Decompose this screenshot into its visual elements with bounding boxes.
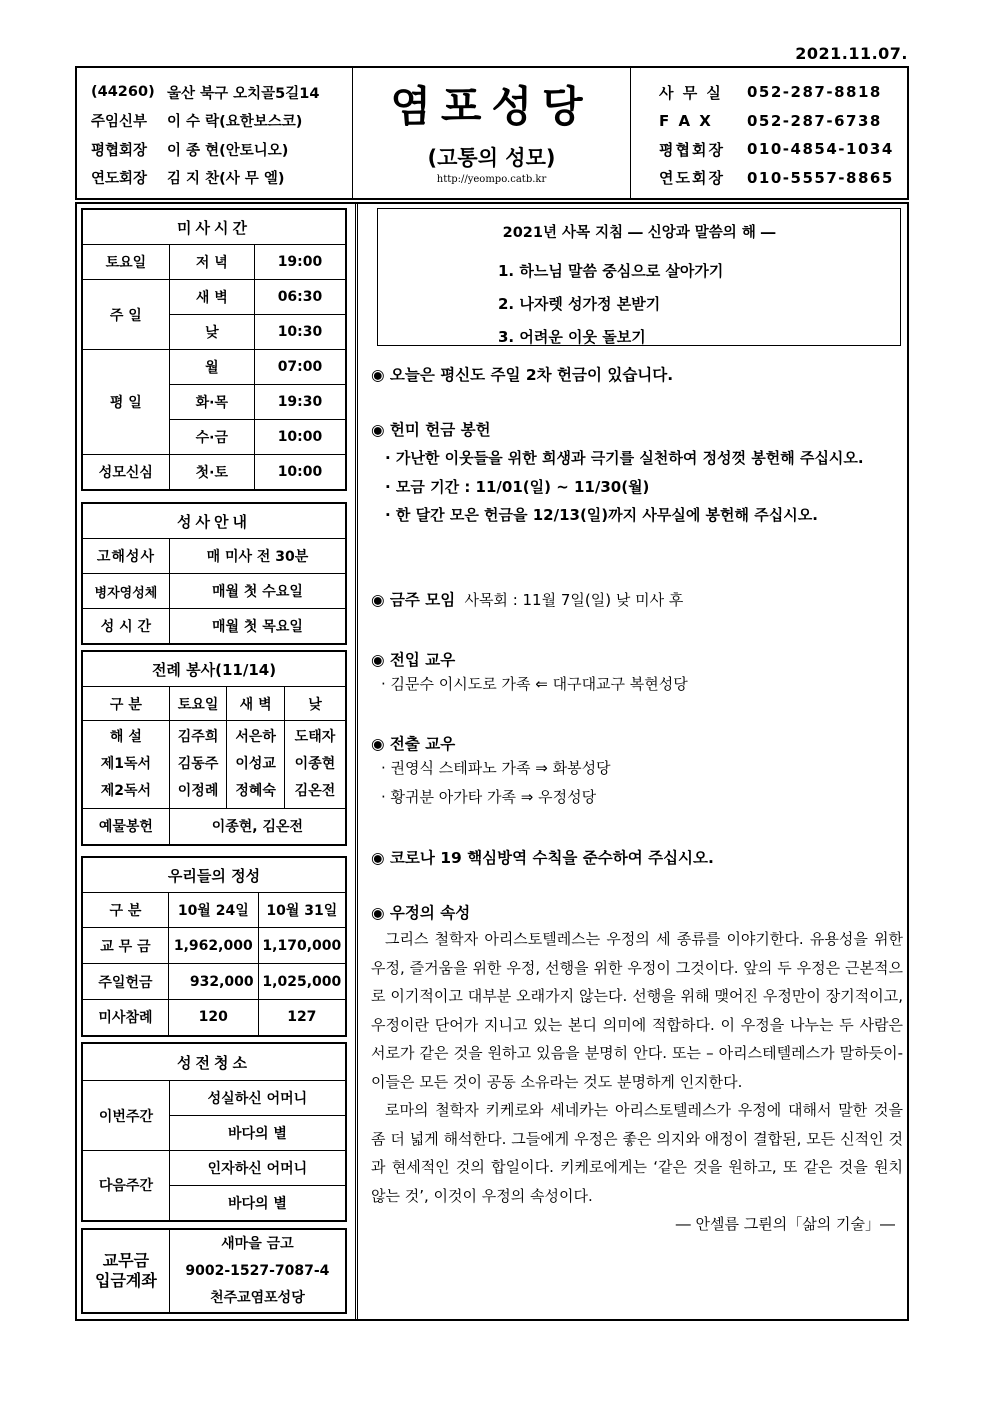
liturgy-service-table: 전례 봉사(11/14) 구 분 토요일 새 벽 낮 해 설 제1독서 제2독서 김주희 김동주 이정례 서은하 이성교 정혜숙 도태자 이종현 김온전 예물봉헌 이종현, 김온전: [81, 650, 347, 846]
parish-patron: (고통의 성모): [427, 146, 556, 170]
cleaning-table: 성전청소 이번주간 성실하신 어머니 바다의 별 다음주간 인자하신 어머니 바다의 별: [81, 1042, 347, 1222]
office-phone-row: 사 무 실 052-287-8818: [659, 83, 882, 102]
liturgy-title: 전례 봉사(11/14): [82, 651, 346, 687]
bulletin-header: [75, 66, 909, 200]
parish-url[interactable]: http://yeompo.catb.kr: [436, 174, 547, 185]
offering-table: 우리들의 정성 구 분 10월 24일 10월 31일 교 무 금 1,962,000 1,170,000 주일헌금 932,000 1,025,000 미사참례 120 127: [81, 856, 347, 1037]
parish-title-block: [353, 68, 631, 198]
guideline-item: 3. 어려운 이웃 돌보기: [498, 328, 646, 346]
fax-row: F A X 052-287-6738: [659, 111, 882, 130]
notice-second-collection: ◉ 오늘은 평신도 주일 2차 헌금이 있습니다.: [371, 366, 674, 384]
notice-meetings: ◉ 금주 모임 사목회 : 11월 7일(일) 낮 미사 후: [371, 591, 684, 609]
notice-covid: ◉ 코로나 19 핵심방역 수칙을 준수하여 주십시오.: [371, 849, 714, 867]
notice-transfer-out: ◉ 전출 교우 · 권영식 스테파노 가족 ⇒ 화봉성당 · 황귀분 아가타 가족 ⇒ 우정성당: [371, 735, 611, 806]
offering-title: 우리들의 정성: [82, 857, 346, 893]
issue-date: 2021.11.07.: [795, 44, 908, 63]
address-block: [77, 68, 353, 198]
parish-name: 염포성당: [390, 82, 593, 131]
notice-rice-offering: ◉ 헌미 헌금 봉헌 · 가난한 이웃들을 위한 희생과 극기를 실천하여 정성껏 봉헌해 주십시오. · 모금 기간 : 11/01(일) ~ 11/30(월) · 한 달간 모은 헌금을 12/13(일)까지 사무실에 봉헌해 주십시오.: [371, 421, 864, 524]
article-source: ― 안셀름 그륀의「삶의 기술」―: [675, 1215, 895, 1233]
sacrament-title: 성사안내: [82, 503, 346, 539]
column-divider: [355, 204, 358, 1319]
cleaning-title: 성전청소: [82, 1043, 346, 1081]
prayer-president-row: 연도회장 김 지 찬(사 무 엘): [91, 171, 285, 188]
notices-column: [371, 208, 903, 1233]
bulletin-body: [75, 202, 909, 1321]
notice-transfer-in: ◉ 전입 교우 · 김문수 이시도로 가족 ⇐ 대구대교구 복현성당: [371, 651, 688, 693]
address-row: (44260) 울산 북구 오치골5길14: [91, 84, 320, 102]
contact-block: [631, 68, 907, 198]
guideline-item: 1. 하느님 말씀 중심으로 살아가기: [498, 262, 724, 280]
guideline-item: 2. 나자렛 성가정 본받기: [498, 295, 661, 313]
mass-times-table: 미사시간 토요일 저 녁 19:00 주 일 새 벽 06:30 낮 10:30 평 일 월 07:00 화·목 19:30 수·금 10:00 성모신심 첫·토 10:00: [81, 208, 347, 491]
prayer-phone-row: 연도회장 010-5557-8865: [659, 168, 894, 188]
mass-times-title: 미사시간: [82, 209, 346, 245]
account-table: 교무금 입금계좌 새마을 금고 9002-1527-7087-4 천주교염포성당: [81, 1228, 347, 1314]
pastor-row: 주임신부 이 수 락(요한보스코): [91, 114, 303, 131]
council-phone-row: 평협회장 010-4854-1034: [659, 140, 894, 159]
pastoral-guideline-box: [377, 208, 901, 346]
guideline-title: 2021년 사목 지침 ― 신앙과 말씀의 해 ―: [502, 225, 776, 241]
sacrament-table: 성사안내 고해성사 매 미사 전 30분 병자영성체 매월 첫 수요일 성 시 간 매월 첫 목요일: [81, 502, 347, 645]
council-president-row: 평협회장 이 종 현(안토니오): [91, 142, 289, 159]
article-friendship: ◉ 우정의 속성 그리스 철학자 아리스토텔레스는 우정의 세 종류를 이야기한다. 유용성을 위한 우정, 즐거움을 위한 우정, 선행을 위한 우정이 그것이다. 앞의 두 우정은 근본적으로 이기적이고 대부분 오래가지 않는다. 선행을 위해 맺어진 우정만이 장기적이고, 우정이란 단어가 지니고 있는 본디 의미에 적합하다. 이 우정을 나누는 두 사람은 서로가 같은 것을 원하고 있음을 분명히 안다. 또는 – 아리스테텔레스가 말하듯이- 이들은 모든 것이 공동 소유라는 것도 분명하게 인지한다. 로마의 철학자 키케로와 세네카는 아리스토텔레스가 우정에 대해서 말한 것을 좀 더 넓게 해석한다. 그들에게 우정은 좋은 의지와 애정이 결합된, 모든 신적인 것과 현세적인 것의 합일이다. 키케로에게는 ‘같은 것을 원하고, 또 같은 것을 원치 않는 것’, 이것이 우정의 속성이다. ― 안셀름 그륀의「삶의 기술」―: [371, 901, 903, 1239]
